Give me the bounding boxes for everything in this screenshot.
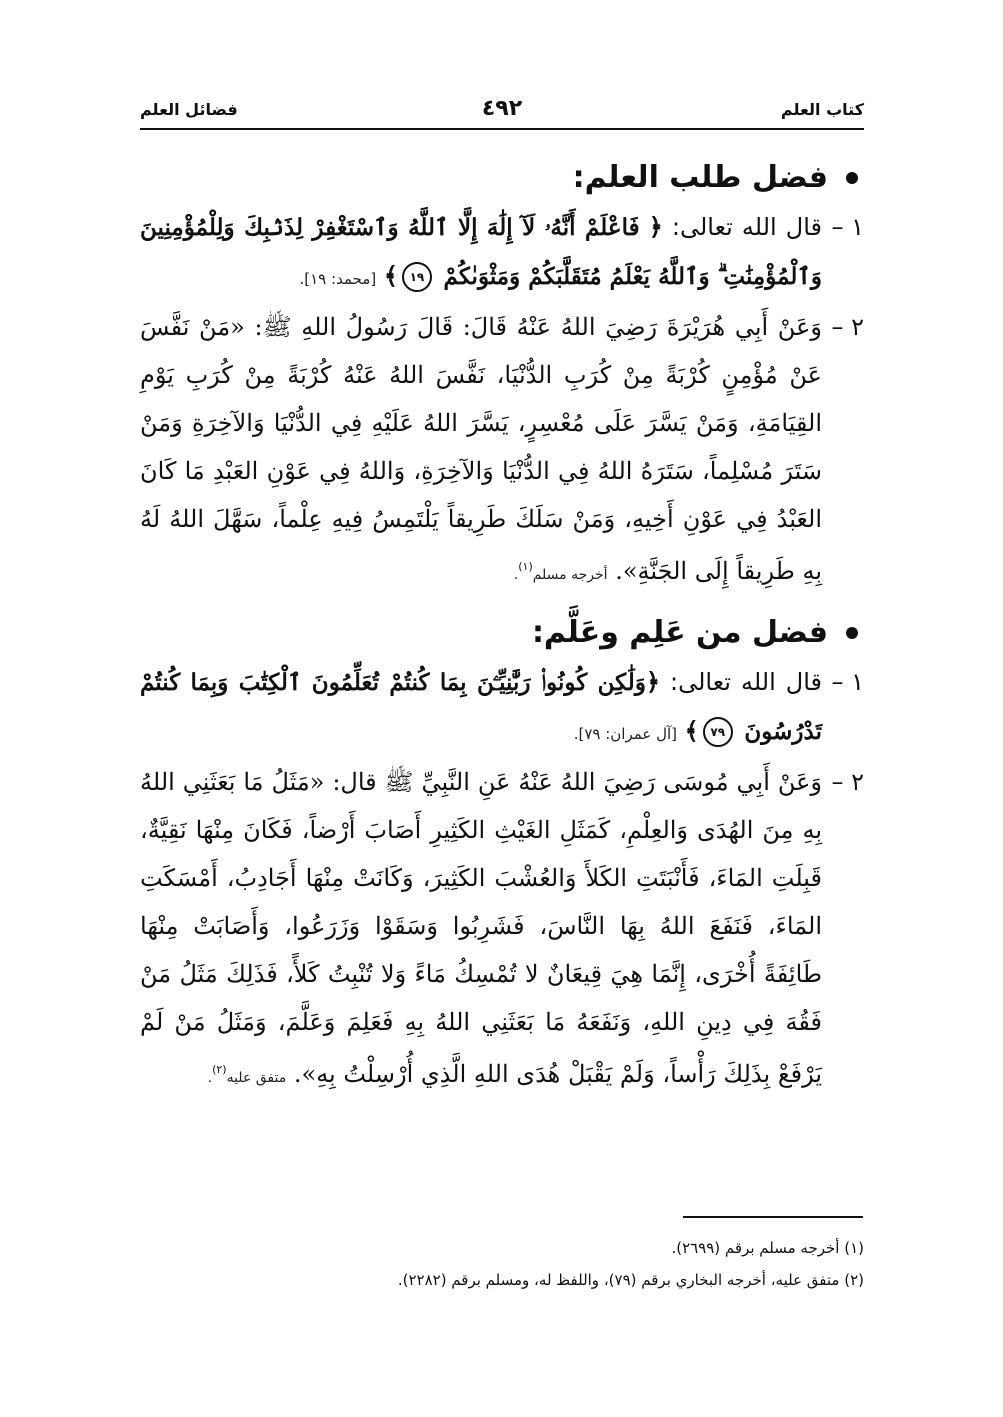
item-number: ٢ – — [831, 768, 864, 796]
main-content — [140, 150, 864, 1102]
quran-verse: فَاعْلَمْ أَنَّهُۥ لَآ إِلَٰهَ إِلَّا ٱللَّهُ وَٱسْتَغْفِرْ لِذَنۢبِكَ وَلِلْمُؤْمِنِينَ وَٱلْمُؤْمِنَٰتِ ۗ وَٱللَّهُ يَعْلَمُ مُتَقَلَّبَكُمْ وَمَثْوَىٰكُمْ — [140, 214, 822, 290]
verse-reference: [محمد: ١٩]. — [299, 270, 377, 288]
header-chapter-title: فضائل العلم — [140, 100, 238, 119]
verse-close-bracket: ﴾ — [684, 716, 699, 745]
item-number: ١ – — [831, 213, 864, 241]
verse-open-bracket: ﴿ — [645, 667, 660, 696]
ayah-number-icon: ٧٩ — [703, 717, 733, 747]
section-heading — [140, 615, 864, 650]
bullet-icon — [846, 627, 858, 639]
hadith-text: وَعَنْ أَبِي هُرَيْرَةَ رَضِيَ اللهُ عَنْهُ قَالَ: قَالَ رَسُولُ اللهِ ﷺ: «مَنْ نَفَّسَ عَنْ مُؤْمِنٍ كُرْبَةً مِنْ كُرَبِ الدُّنْيَا، نَفَّسَ اللهُ عَنْهُ كُرْبَةً مِنْ كُرَبِ يَوْمِ القِيَامَةِ، وَمَنْ يَسَّرَ عَلَى مُعْسِرٍ، يَسَّرَ اللهُ عَلَيْهِ فِي الدُّنْيَا وَالآخِرَةِ وَمَنْ سَتَرَ مُسْلِماً، سَتَرَهُ اللهُ فِي الدُّنْيَا وَالآخِرَةِ، وَاللهُ فِي عَوْنِ العَبْدِ مَا كَانَ العَبْدُ فِي عَوْنِ أَخِيهِ، وَمَنْ سَلَكَ طَرِيقاً يَلْتَمِسُ فِيهِ عِلْماً، سَهَّلَ اللهُ لَهُ بِهِ طَرِيقاً إِلَى الجَنَّةِ». — [140, 313, 822, 585]
verse-open-bracket: ﴿ — [648, 212, 663, 241]
footnote-rule — [683, 1216, 863, 1218]
hadith-source: متفق عليه — [226, 1070, 287, 1086]
footnote-marker: (١) — [518, 560, 533, 573]
footnote-2: (٢) متفق عليه، أخرجه البخاري برقم (٧٩)، واللفظ له، ومسلم برقم (٢٢٨٢). — [397, 1271, 864, 1289]
hadith-item: ٢ – وَعَنْ أَبِي مُوسَى رَضِيَ اللهُ عَنْهُ عَنِ النَّبِيِّ ﷺ قال: «مَثَلُ مَا بَعَثَنِي اللهُ بِهِ مِنَ الهُدَى وَالعِلْمِ، كَمَثَلِ الغَيْثِ الكَثِيرِ أَصَابَ أَرْضاً، فَكَانَ مِنْهَا نَقِيَّةٌ، قَبِلَتِ المَاءَ، فَأَنْبَتَتِ الكَلأَ وَالعُشْبَ الكَثِيرَ، وَكَانَتْ مِنْهَا أَجَادِبُ، أَمْسَكَتِ المَاءَ، فَنَفَعَ اللهُ بِهَا النَّاسَ، فَشَرِبُوا وَسَقَوْا وَزَرَعُوا، وَأَصَابَتْ مِنْهَا طَائِفَةً أُخْرَى، إِنَّمَا هِيَ قِيعَانٌ لا تُمْسِكُ مَاءً وَلا تُنْبِتُ كَلأً، فَذَلِكَ مَثَلُ مَنْ فَقُهَ فِي دِينِ اللهِ، وَنَفَعَهُ مَا بَعَثَنِي اللهُ بِهِ فَعَلِمَ وَعَلَّمَ، وَمَثَلُ مَنْ لَمْ يَرْفَعْ بِذَلِكَ رَأْساً، وَلَمْ يَقْبَلْ هُدَى اللهِ الَّذِي أُرْسِلْتُ بِهِ». متفق عليه$^{(٢)}$. — [140, 758, 864, 1102]
page-number: ٤٩٢ — [481, 96, 523, 121]
footnotes — [140, 1232, 864, 1296]
running-header — [140, 96, 864, 128]
hadith-item: ٢ – وَعَنْ أَبِي هُرَيْرَةَ رَضِيَ اللهُ عَنْهُ قَالَ: قَالَ رَسُولُ اللهِ ﷺ: «مَنْ نَفَّسَ عَنْ مُؤْمِنٍ كُرْبَةً مِنْ كُرَبِ الدُّنْيَا، نَفَّسَ اللهُ عَنْهُ كُرْبَةً مِنْ كُرَبِ يَوْمِ القِيَامَةِ، وَمَنْ يَسَّرَ عَلَى مُعْسِرٍ، يَسَّرَ اللهُ عَلَيْهِ فِي الدُّنْيَا وَالآخِرَةِ وَمَنْ سَتَرَ مُسْلِماً، سَتَرَهُ اللهُ فِي الدُّنْيَا وَالآخِرَةِ، وَاللهُ فِي عَوْنِ العَبْدِ مَا كَانَ العَبْدُ فِي عَوْنِ أَخِيهِ، وَمَنْ سَلَكَ طَرِيقاً يَلْتَمِسُ فِيهِ عِلْماً، سَهَّلَ اللهُ لَهُ بِهِ طَرِيقاً إِلَى الجَنَّةِ». أخرجه مسلم$^{(١)}$. — [140, 303, 864, 599]
hadith-source: أخرجه مسلم — [532, 567, 608, 583]
verse-intro: قال الله تعالى: — [670, 668, 823, 696]
verse-close-bracket: ﴾ — [383, 261, 398, 290]
bullet-icon — [846, 172, 858, 184]
section-heading — [140, 160, 864, 195]
quran-item — [140, 658, 864, 758]
verse-intro: قال الله تعالى: — [671, 213, 822, 241]
ayah-number-icon: ١٩ — [402, 262, 432, 292]
hadith-text: وَعَنْ أَبِي مُوسَى رَضِيَ اللهُ عَنْهُ عَنِ النَّبِيِّ ﷺ قال: «مَثَلُ مَا بَعَثَنِي اللهُ بِهِ مِنَ الهُدَى وَالعِلْمِ، كَمَثَلِ الغَيْثِ الكَثِيرِ أَصَابَ أَرْضاً، فَكَانَ مِنْهَا نَقِيَّةٌ، قَبِلَتِ المَاءَ، فَأَنْبَتَتِ الكَلأَ وَالعُشْبَ الكَثِيرَ، وَكَانَتْ مِنْهَا أَجَادِبُ، أَمْسَكَتِ المَاءَ، فَنَفَعَ اللهُ بِهَا النَّاسَ، فَشَرِبُوا وَسَقَوْا وَزَرَعُوا، وَأَصَابَتْ مِنْهَا طَائِفَةً أُخْرَى، إِنَّمَا هِيَ قِيعَانٌ لا تُمْسِكُ مَاءً وَلا تُنْبِتُ كَلأً، فَذَلِكَ مَثَلُ مَنْ فَقُهَ فِي دِينِ اللهِ، وَنَفَعَهُ مَا بَعَثَنِي اللهُ بِهِ فَعَلِمَ وَعَلَّمَ، وَمَثَلُ مَنْ لَمْ يَرْفَعْ بِذَلِكَ رَأْساً، وَلَمْ يَقْبَلْ هُدَى اللهِ الَّذِي أُرْسِلْتُ بِهِ». — [140, 768, 823, 1088]
header-book-title: كتاب العلم — [780, 100, 864, 119]
section-heading-text: فضل طلب العلم: — [572, 160, 828, 195]
footnote-marker: (٢) — [212, 1063, 227, 1076]
footnote-1: (١) أخرجه مسلم برقم (٢٦٩٩). — [671, 1239, 864, 1257]
item-number: ١ – — [831, 668, 864, 696]
verse-reference: [آل عمران: ٧٩]. — [573, 725, 678, 743]
quran-item — [140, 203, 864, 303]
section-heading-text: فضل من عَلِم وعَلَّم: — [531, 615, 828, 650]
quran-verse: وَلَٰكِن كُونُوا۟ رَبَّٰنِيِّـۧنَ بِمَا كُنتُمْ تُعَلِّمُونَ ٱلْكِتَٰبَ وَبِمَا كُنتُمْ تَدْرُسُونَ — [140, 669, 822, 745]
header-rule — [140, 128, 864, 130]
item-number: ٢ – — [831, 313, 864, 341]
